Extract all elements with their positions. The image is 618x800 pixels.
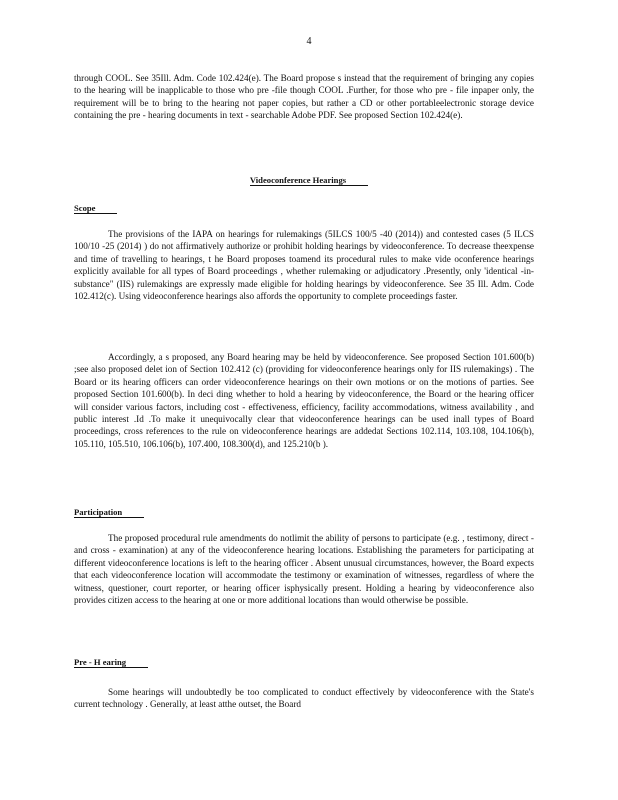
section-heading-text: Videoconference Hearings bbox=[250, 175, 368, 186]
subheading-text: Participation bbox=[74, 507, 144, 518]
paragraph-accordingly bbox=[74, 351, 534, 450]
paragraph-text: The provisions of the IAPA on hearings for rulemakings (5ILCS 100/5 -40 (2014)) and contested cases (5 ILCS 100/10 -25 (2014) ) do not affirmatively authorize or prohibit holding hearings by videoconference. To decrease theexpense and time of travelling to hearings, t he Board proposes toamend its procedural rules to make vide oconference hearings explicitly available for all types of Board proceedings , whether rulemaking or adjudicatory .Presently, only 'identical -in-substance" (IIS) rulemakings are expressly made eligible for holding hearings by videoconference. See 35 Ill. Adm. Code 102.412(c). Using videoconference hearings also affords the opportunity to complete proceedings faster. bbox=[74, 229, 534, 302]
paragraph-iapa-provisions bbox=[74, 228, 534, 302]
paragraph-prehearing bbox=[74, 686, 534, 711]
paragraph-text: Some hearings will undoubtedly be too complicated to conduct effectively by videoconference with the State's current technology . Generally, at least atthe outset, the Board bbox=[74, 687, 534, 710]
section-heading bbox=[0, 175, 618, 185]
subheading-text: Pre - H earing bbox=[74, 657, 148, 668]
subheading-text: Scope bbox=[74, 203, 117, 214]
paragraph-text: Accordingly, a s proposed, any Board hearing may be held by videoconference. See proposed Section 101.600(b) ;see also proposed delet ion of Section 102.412 (c) (providing for videoconference hearings only for IIS rulemakings) . The Board or its hearing officers can order videoconference hearings on their own motions or on the motions of parties. See proposed Section 101.600(b). In deci ding whether to hold a hearing by videoconference, the Board or the hearing officer will consider various factors, including cost - effectiveness, efficiency, facility accommodations, witness availability , and public interest .Id .To make it unequivocally clear that videoconference hearings can be used inall types of Board proceedings, cross references to the rule on videoconference hearings are addedat Sections 102.114, 103.108, 104.106(b), 105.110, 105.510, 106.106(b), 107.400, 108.300(d), and 125.210(b ). bbox=[74, 352, 534, 449]
subheading-prehearing bbox=[74, 657, 148, 667]
subheading-scope bbox=[74, 203, 117, 213]
paragraph-participation bbox=[74, 532, 534, 606]
paragraph-text: through COOL. See 35Ill. Adm. Code 102.424(e). The Board propose s instead that the requirement of bringing any copies to the hearing will be inapplicable to those who pre -file though COOL .Further, for those who pre - file inpaper only, the requirement will be to bring to the hearing not paper copies, but rather a CD or other portableelectronic storage device containing the pre - hearing documents in text - searchable Adobe PDF. See proposed Section 102.424(e). bbox=[74, 73, 534, 121]
paragraph-text: The proposed procedural rule amendments do notlimit the ability of persons to participate (e.g. , testimony, direct -and cross - examination) at any of the videoconference hearing locations. Establishing the parameters for participating at different videoconference locations is left to the hearing officer . Absent unusual circumstances, however, the Board expects that each videoconference location will accommodate the testimony or examination of witnesses, regardless of where the witness, questioner, court reporter, or hearing officer isphysically present. Holding a hearing by videoconference also provides citizen access to the hearing at one or more additional locations than would otherwise be possible. bbox=[74, 533, 534, 606]
subheading-participation bbox=[74, 507, 144, 517]
page-number: 4 bbox=[306, 36, 312, 47]
paragraph-cool-filing bbox=[74, 72, 534, 122]
